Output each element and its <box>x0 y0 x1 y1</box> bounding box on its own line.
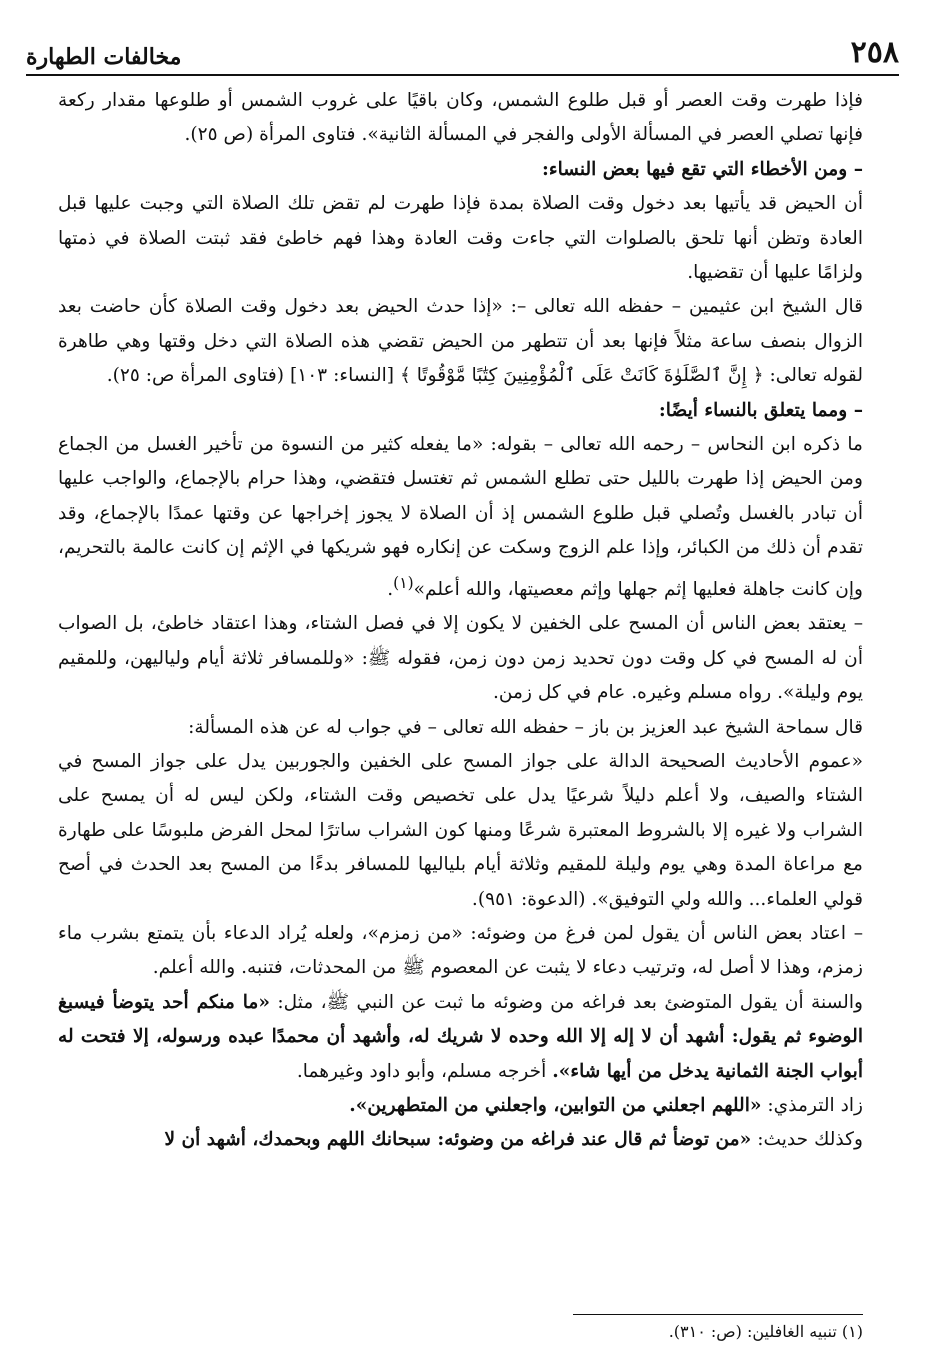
paragraph: فإذا طهرت وقت العصر أو قبل طلوع الشمس، وكان باقيًا على غروب الشمس أو طلوعها مقدار ركعة فإنها تصلي العصر في المسألة الأولى والفجر في المسألة الثانية». فتاوى المرأة (ص ٢٥). <box>58 90 863 146</box>
hadith-quote: «ما منكم أحد يتوضأ فيسبغ الوضوء ثم يقول: أشهد أن لا إله إلا الله وحده لا شريك له، وأشهد أن محمدًا عبده ورسوله، إلا فتحت له أبواب الجنة الثمانية يدخل من أيها شاء». <box>58 991 863 1082</box>
hadith-quote: «من توضأ ثم قال عند فراغه من وضوئه: سبحانك اللهم وبحمدك، أشهد أن لا <box>164 1129 752 1151</box>
paragraph: – يعتقد بعض الناس أن المسح على الخفين لا يكون إلا في فصل الشتاء، وهذا اعتقاد خاطئ، بل الصواب أن له المسح في كل وقت دون تحديد زمن دون زمن، فقوله ﷺ: «وللمسافر ثلاثة أيام ولياليهن، وللمقيم يوم وليلة». رواه مسلم وغيره. عام في كل زمن. <box>58 613 863 704</box>
page-header <box>26 26 899 76</box>
paragraph: «عموم الأحاديث الصحيحة الدالة على جواز المسح على الخفين والجوربين يدل على جواز المسح في الشتاء والصيف، ولا أعلم دليلاً شرعيًا يدل على تخصيص وقت الشتاء، ولكن ليس له أن يمسح على الشراب ولا غيره إلا بالشروط المعتبرة شرعًا ومنها كون الشراب ساترًا لمحل الفرض ملبوسًا على طهارة مع مراعاة المدة وهي يوم وليلة للمقيم وثلاثة أيام بلياليها للمسافر بدءًا من المسح بعد الحدث في أصح قولي العلماء... والله ولي التوفيق». (الدعوة: ٩٥١). <box>58 750 863 910</box>
paragraph: أن الحيض قد يأتيها بعد دخول وقت الصلاة بمدة فإذا طهرت لم تقض تلك الصلاة التي وجبت عليها قبل العادة وتظن أنها تلحق بالصلوات التي جاءت وقت العادة وهذا فهم خاطئ فقد ثبتت الصلاة في ذمتها ولزامًا عليها أن تقضيها. <box>58 193 863 284</box>
paragraph: قال الشيخ ابن عثيمين – حفظه الله تعالى –: «إذا حدث الحيض بعد دخول وقت الصلاة كأن حاضت بعد الزوال بنصف ساعة مثلاً فإنها بعد أن تتطهر من الحيض تقضي هذه الصلاة التي دخل وقتها وهي طاهرة لقوله تعالى: ﴿ إِنَّ ٱلصَّلَوٰةَ كَانَتْ عَلَى ٱلْمُؤْمِنِينَ كِتَٰبًا مَّوْقُوتًا ﴾ [النساء: ١٠٣] (فتاوى المرأة ص: ٢٥). <box>58 296 863 387</box>
paragraph: ما ذكره ابن النحاس – رحمه الله تعالى – بقوله: «ما يفعله كثير من النسوة من تأخير الغسل من الجماع ومن الحيض إذا طهرت بالليل حتى تطلع الشمس ثم تغتسل فتقضي، وهذا حرام بالإجماع، والواجب عليها أن تبادر بالغسل وتُصلي قبل طلوع الشمس إذ أن الصلاة لا يجوز إخراجها عن وقتها عمدًا بالإجماع، وقد تقدم أن ذلك من الكبائر، وإذا علم الزوج وسكت عن إنكاره فهو شريكها في الإثم إن كانت عالمة بالتحريم، وإن كانت جاهلة فعليها إثم جهلها وإثم معصيتها، والله أعلم»$^{(١)}$. <box>58 434 863 600</box>
paragraph <box>58 986 863 1089</box>
page-number: ٢٥٨ <box>850 35 899 70</box>
paragraph-text: والسنة أن يقول المتوضئ بعد فراغه من وضوئه ما ثبت عن النبي ﷺ، مثل: <box>277 991 863 1013</box>
footnote-divider <box>573 1314 863 1315</box>
running-title: مخالفات الطهارة <box>26 44 182 70</box>
paragraph-text: وكذلك حديث: <box>757 1129 863 1151</box>
paragraph: – اعتاد بعض الناس أن يقول لمن فرغ من وضوئه: «من زمزم»، ولعله يُراد الدعاء بأن يتمتع بشرب ماء زمزم، وهذا لا أصل له، وترتيب دعاء لا يثبت عن المعصوم ﷺ من المحدثات، فتنبه. والله أعلم. <box>58 922 863 979</box>
footnote: (١) تنبيه الغافلين: (ص: ٣١٠). <box>668 1322 863 1341</box>
paragraph-text: ما ذكره ابن النحاس – رحمه الله تعالى – بقوله: «ما يفعله كثير من النسوة من تأخير الغسل من الجماع ومن الحيض إذا طهرت بالليل حتى تطلع الشمس ثم تغتسل فتقضي، وهذا حرام بالإجماع، والواجب عليها أن تبادر بالغسل وتُصلي قبل طلوع الشمس إذ أن الصلاة لا يجوز إخراجها عن وقتها عمدًا بالإجماع، وقد تقدم أن ذلك من الكبائر، وإذا علم الزوج وسكت عن إنكاره فهو شريكها في الإثم إن كانت عالمة بالتحريم، وإن كانت جاهلة فعليها إثم جهلها وإثم معصيتها، والله أعلم» <box>58 434 863 600</box>
section-heading: – ومن الأخطاء التي تقع فيها بعض النساء: <box>541 158 863 180</box>
section-heading: – ومما يتعلق بالنساء أيضًا: <box>658 399 863 421</box>
page-body <box>58 84 863 1244</box>
paragraph-text: أخرجه مسلم، وأبو داود وغيرهما. <box>296 1060 547 1082</box>
hadith-quote: «اللهم اجعلني من التوابين، واجعلني من المتطهرين». <box>349 1094 762 1116</box>
footnote-ref: (١) <box>393 573 414 592</box>
paragraph: قال سماحة الشيخ عبد العزيز بن باز – حفظه الله تعالى – في جواب له عن هذه المسألة: <box>188 716 863 738</box>
paragraph <box>58 1123 863 1157</box>
paragraph-text: زاد الترمذي: <box>767 1094 863 1116</box>
paragraph <box>58 1089 863 1123</box>
